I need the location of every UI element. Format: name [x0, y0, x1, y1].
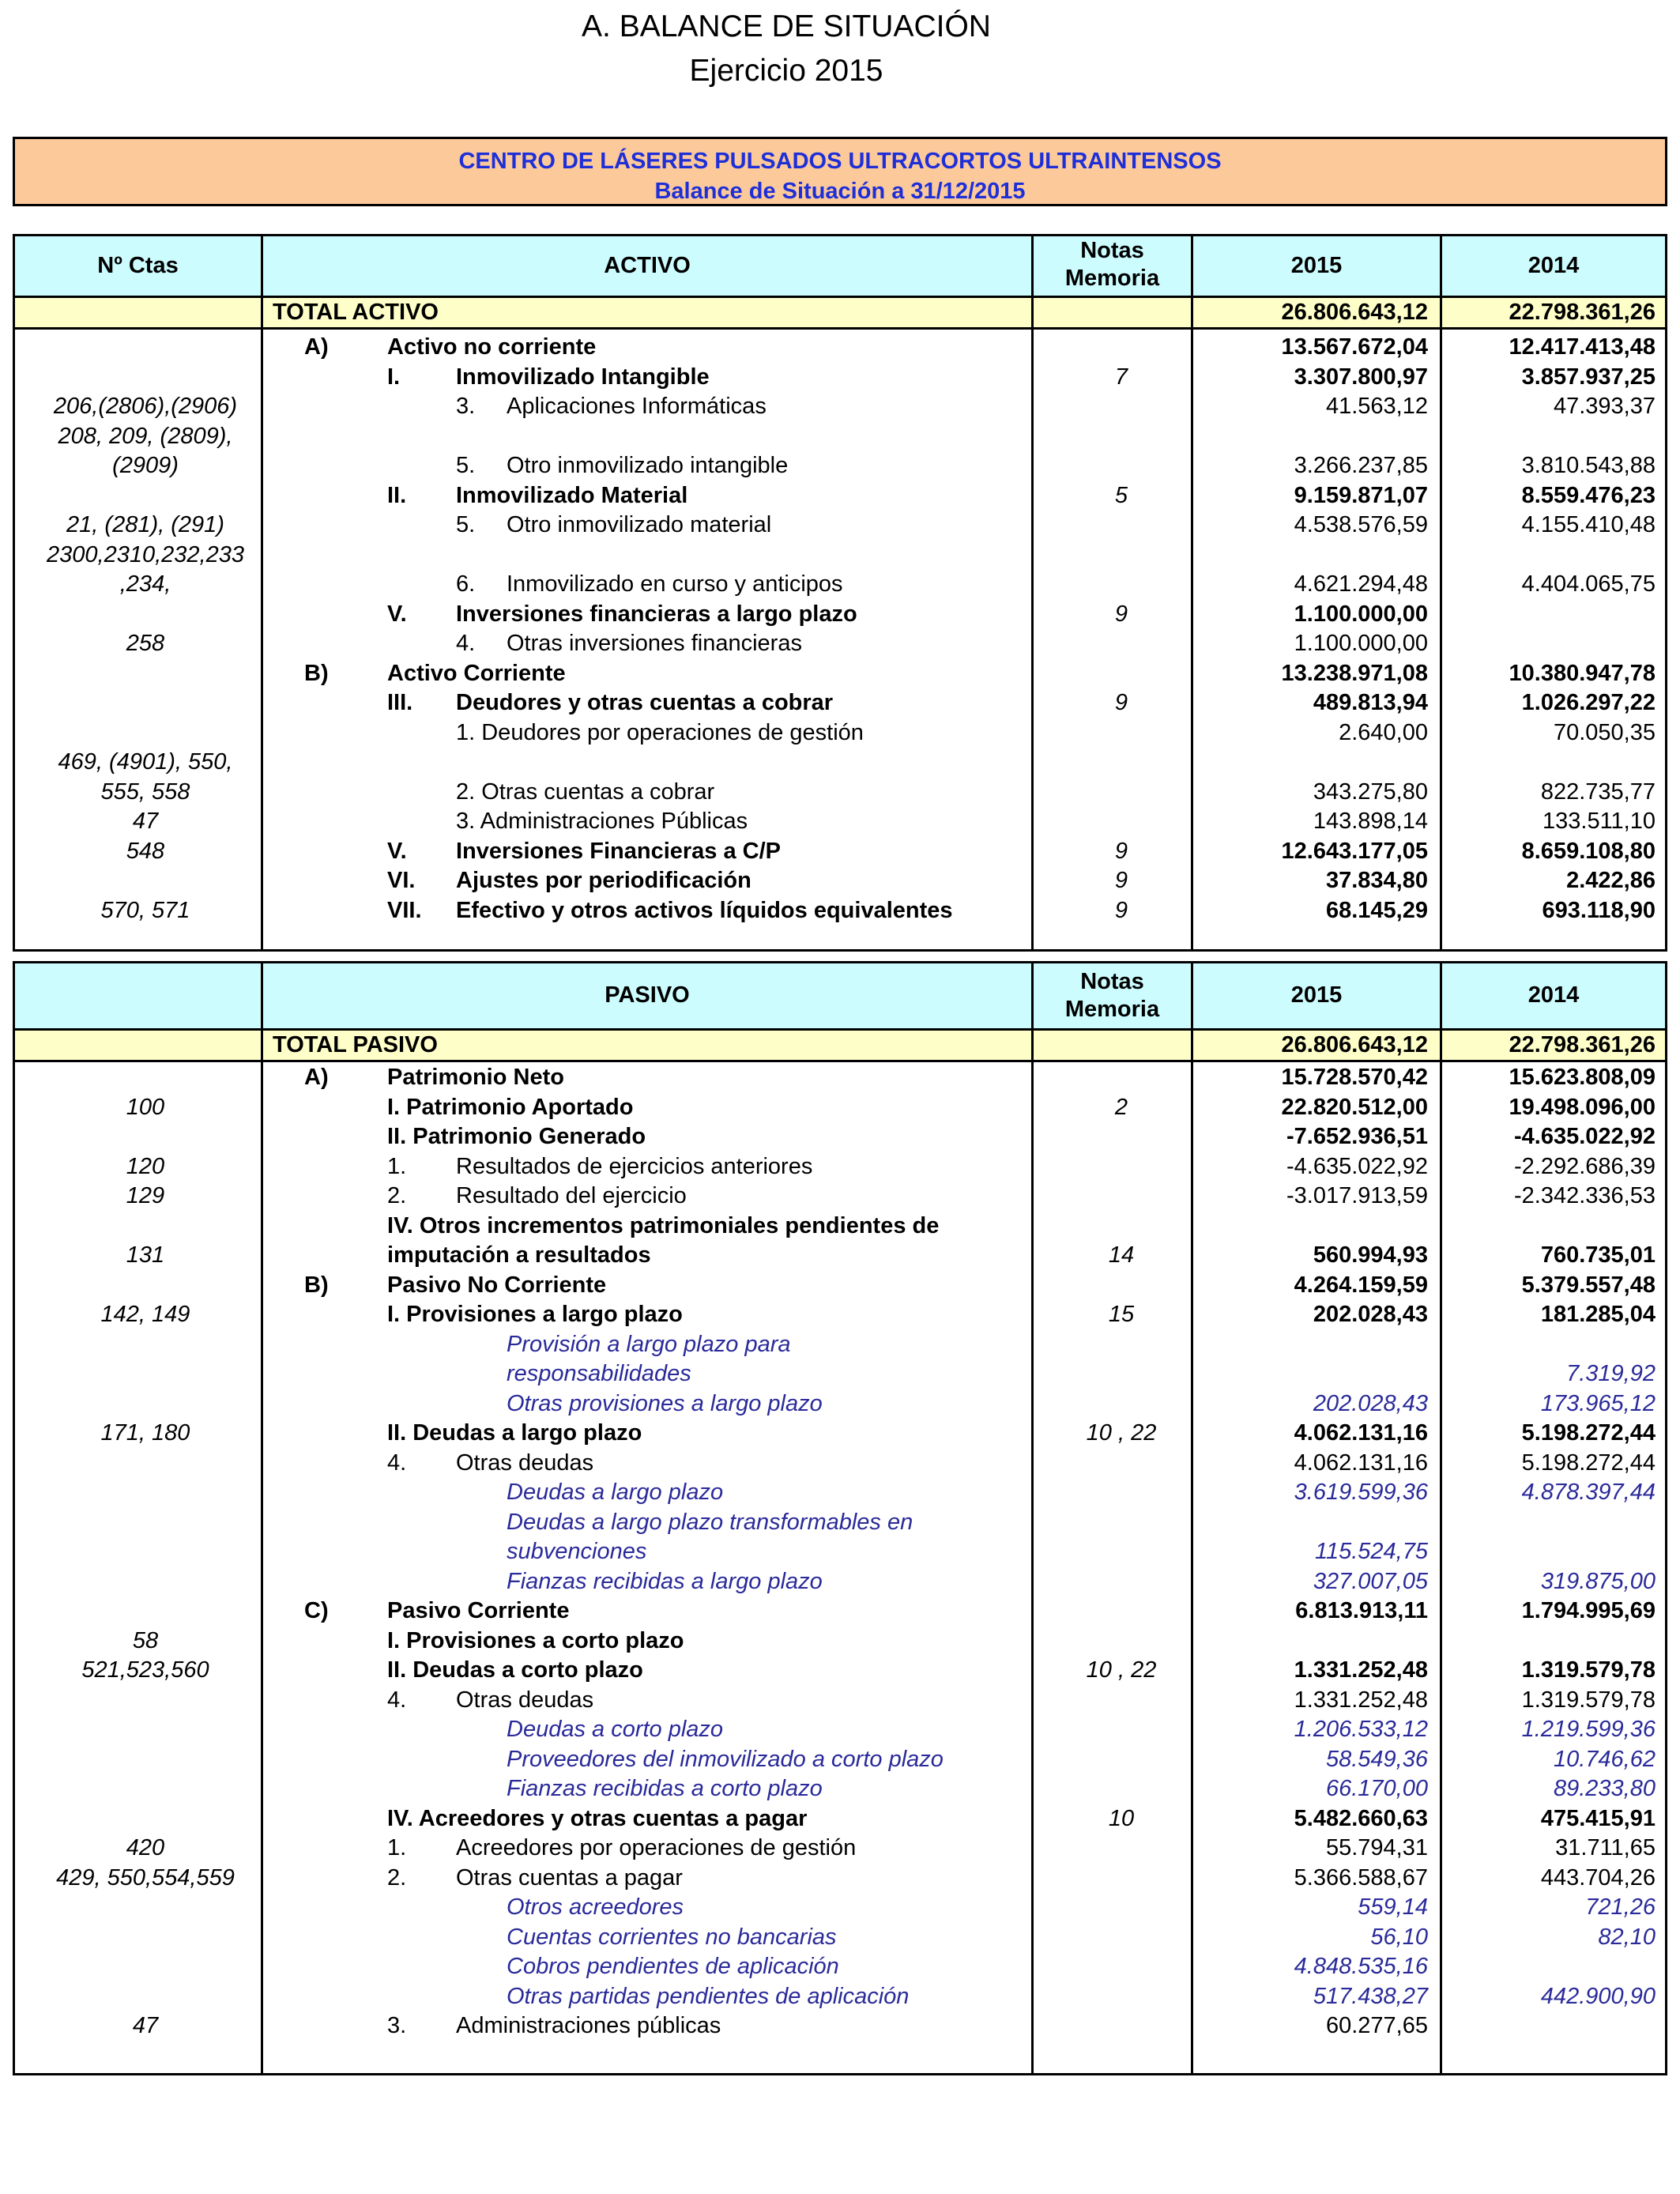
table-row: [15, 1212, 1665, 1242]
account-codes: ,234,: [119, 571, 171, 597]
table-row: [15, 1122, 1665, 1152]
item-label: Administraciones públicas: [456, 2013, 721, 2038]
value-2015: 4.062.131,16: [1294, 1420, 1428, 1446]
total-activo-row: [15, 298, 1665, 328]
memo-note: 5: [1114, 482, 1128, 508]
table-row: [15, 1627, 1665, 1657]
memo-note: 10: [1108, 1805, 1135, 1831]
value-2014: 319.875,00: [1540, 1568, 1656, 1594]
table-row: [15, 1923, 1665, 1953]
value-2015: 4.621.294,48: [1294, 571, 1428, 597]
value-2014: 10.380.947,78: [1509, 660, 1656, 686]
value-2014: -4.635.022,92: [1514, 1124, 1656, 1149]
item-number: 3.: [456, 394, 476, 419]
document-subtitle: Ejercicio 2015: [689, 54, 883, 88]
activo-table: [13, 234, 1667, 952]
item-number: 5.: [456, 453, 476, 478]
item-number: C): [304, 1598, 329, 1623]
value-2015: 1.331.252,48: [1294, 1657, 1428, 1683]
item-label: Otras deudas: [456, 1687, 594, 1713]
item-label: Deudas a corto plazo: [507, 1717, 724, 1742]
account-codes: 420: [126, 1835, 165, 1860]
item-label: Patrimonio Neto: [387, 1065, 564, 1090]
value-2015: 9.159.871,07: [1294, 482, 1428, 508]
item-number: 4.: [387, 1449, 407, 1476]
value-2015: 1.100.000,00: [1294, 601, 1428, 627]
item-label: Deudas a largo plazo transformables en: [507, 1509, 913, 1535]
value-2014: 1.319.579,78: [1521, 1687, 1656, 1713]
value-2015: 6.813.913,11: [1295, 1598, 1428, 1623]
value-2014: 3.810.543,88: [1521, 453, 1656, 478]
table-row: [15, 1952, 1665, 1982]
value-2015: 3.266.237,85: [1294, 453, 1428, 478]
item-number: VI.: [387, 868, 416, 893]
item-number: 4.: [456, 631, 476, 656]
account-codes: 120: [126, 1153, 165, 1179]
col-header-2014: 2014: [1527, 982, 1580, 1008]
item-label: Resultados de ejercicios anteriores: [456, 1153, 813, 1179]
table-row: [15, 688, 1665, 718]
table-row: [15, 1359, 1665, 1389]
value-2015: 66.170,00: [1325, 1776, 1428, 1801]
account-codes: 142, 149: [100, 1302, 190, 1327]
col-header-2015: 2015: [1290, 982, 1343, 1008]
account-codes: 131: [126, 1242, 165, 1268]
account-codes: 548: [126, 838, 165, 864]
item-label: Inversiones Financieras a C/P: [456, 838, 782, 864]
table-row: [15, 333, 1665, 363]
item-number: II.: [387, 482, 407, 508]
account-codes: 100: [126, 1094, 165, 1120]
item-number: 2.: [387, 1864, 407, 1891]
table-row: [15, 837, 1665, 867]
entity-name: CENTRO DE LÁSERES PULSADOS ULTRACORTOS ULTRAINTENSOS: [458, 149, 1222, 174]
table-row: [15, 1271, 1665, 1301]
table-row: [15, 1419, 1665, 1449]
value-2015: 56,10: [1370, 1924, 1428, 1950]
table-row: [15, 1774, 1665, 1804]
table-row: [15, 1152, 1665, 1182]
value-2015: 343.275,80: [1313, 778, 1428, 805]
item-label: IV. Otros incrementos patrimoniales pendientes de: [387, 1212, 940, 1238]
item-label: Acreedores por operaciones de gestión: [456, 1835, 857, 1860]
table-row: [15, 718, 1665, 748]
account-codes: 129: [126, 1183, 165, 1208]
value-2015: 4.538.576,59: [1294, 512, 1428, 537]
item-label: 3. Administraciones Públicas: [456, 809, 748, 834]
item-label: Inmovilizado en curso y anticipos: [507, 571, 843, 597]
table-row: [15, 1330, 1665, 1360]
table-row: [15, 1182, 1665, 1212]
account-codes: 2300,2310,232,233: [47, 541, 244, 567]
memo-note: 15: [1108, 1302, 1135, 1327]
col-header-accounts: Nº Ctas: [97, 253, 179, 278]
value-2014: 1.026.297,22: [1521, 690, 1656, 715]
total-pasivo-label: TOTAL PASIVO: [273, 1032, 438, 1057]
value-2014: 5.198.272,44: [1521, 1449, 1656, 1476]
item-label: 1. Deudores por operaciones de gestión: [456, 719, 864, 745]
value-2015: 559,14: [1358, 1894, 1428, 1920]
value-2015: 37.834,80: [1325, 868, 1428, 893]
value-2014: 760.735,01: [1540, 1242, 1656, 1268]
table-row: [15, 748, 1665, 778]
value-2015: 4.264.159,59: [1294, 1272, 1428, 1298]
account-codes: 258: [126, 631, 165, 656]
item-label: Deudores y otras cuentas a cobrar: [456, 690, 834, 715]
col-header-notes-1: Notas: [1080, 969, 1144, 994]
item-label: Provisión a largo plazo para: [507, 1331, 791, 1357]
memo-note: 10 , 22: [1086, 1420, 1157, 1446]
memo-note: 2: [1114, 1094, 1128, 1120]
col-header-notes-2: Memoria: [1064, 997, 1160, 1022]
memo-note: 9: [1114, 838, 1128, 864]
table-row: [15, 807, 1665, 837]
col-header-notes-1: Notas: [1080, 238, 1144, 263]
item-number: 5.: [456, 512, 476, 537]
value-2014: 173.965,12: [1540, 1390, 1656, 1416]
value-2014: 89.233,80: [1553, 1776, 1656, 1801]
value-2014: 12.417.413,48: [1509, 334, 1656, 360]
item-label: Pasivo No Corriente: [387, 1272, 607, 1298]
value-2015: -3.017.913,59: [1286, 1183, 1428, 1208]
value-2015: 12.643.177,05: [1281, 838, 1428, 864]
memo-note: 9: [1114, 690, 1128, 715]
value-2015: 327.007,05: [1313, 1568, 1428, 1594]
value-2015: 3.619.599,36: [1294, 1480, 1428, 1505]
account-codes: 206,(2806),(2906): [53, 394, 238, 419]
value-2015: 143.898,14: [1313, 809, 1428, 834]
table-row: [15, 1893, 1665, 1923]
item-label: I. Patrimonio Aportado: [387, 1094, 634, 1120]
account-codes: 570, 571: [100, 897, 190, 923]
value-2014: 47.393,37: [1553, 394, 1656, 419]
item-number: I.: [387, 364, 401, 390]
table-row: [15, 896, 1665, 926]
account-codes: 58: [132, 1627, 159, 1653]
col-header-2014: 2014: [1527, 253, 1580, 278]
table-row: [15, 392, 1665, 422]
value-2014: 181.285,04: [1540, 1302, 1656, 1327]
memo-note: 14: [1108, 1242, 1135, 1268]
table-row: [15, 1567, 1665, 1597]
table-row: [15, 1745, 1665, 1775]
value-2014: 31.711,65: [1555, 1835, 1656, 1860]
col-header-2015: 2015: [1290, 253, 1343, 278]
value-2015: 489.813,94: [1313, 690, 1428, 715]
item-label: Otro inmovilizado intangible: [507, 453, 789, 478]
value-2015: 2.640,00: [1339, 719, 1428, 745]
item-label: Otras inversiones financieras: [507, 631, 802, 656]
account-codes: 171, 180: [100, 1420, 190, 1446]
table-row: [15, 778, 1665, 808]
entity-header: [13, 137, 1667, 206]
table-row: [15, 2011, 1665, 2041]
account-codes: 208, 209, (2809),: [58, 423, 233, 449]
value-2015: 60.277,65: [1325, 2013, 1428, 2038]
value-2014: -2.292.686,39: [1514, 1153, 1656, 1179]
table-row: [15, 1478, 1665, 1508]
value-2014: 721,26: [1585, 1894, 1656, 1920]
item-number: 1.: [387, 1153, 407, 1179]
table-row: [15, 1715, 1665, 1745]
value-2015: 1.331.252,48: [1294, 1687, 1428, 1713]
table-row: [15, 1508, 1665, 1538]
value-2014: 1.219.599,36: [1521, 1717, 1656, 1742]
table-row: [15, 541, 1665, 571]
table-row: [15, 1389, 1665, 1419]
item-number: 4.: [387, 1687, 407, 1713]
value-2015: 4.848.535,16: [1294, 1954, 1428, 1979]
table-row: [15, 866, 1665, 896]
value-2014: 70.050,35: [1553, 719, 1656, 745]
value-2014: 15.623.808,09: [1509, 1065, 1656, 1090]
account-codes: 429, 550,554,559: [56, 1864, 235, 1891]
item-label: Resultado del ejercicio: [456, 1183, 687, 1208]
item-label: Fianzas recibidas a largo plazo: [507, 1568, 823, 1594]
value-2014: 443.704,26: [1540, 1864, 1656, 1891]
value-2015: 68.145,29: [1325, 897, 1428, 923]
total-activo-label: TOTAL ACTIVO: [273, 300, 439, 325]
table-row: [15, 1300, 1665, 1330]
value-2014: 8.659.108,80: [1521, 838, 1656, 864]
item-label: Otro inmovilizado material: [507, 512, 772, 537]
table-row: [15, 1596, 1665, 1627]
value-2014: 822.735,77: [1540, 778, 1656, 805]
table-row: [15, 1449, 1665, 1479]
value-2014: 1.319.579,78: [1521, 1657, 1656, 1683]
item-label: imputación a resultados: [387, 1242, 651, 1268]
value-2014: 693.118,90: [1542, 897, 1656, 923]
item-label: Deudas a largo plazo: [507, 1480, 724, 1505]
account-codes: 47: [132, 809, 159, 834]
item-label: Activo no corriente: [387, 334, 597, 360]
account-codes: (2909): [112, 453, 179, 478]
value-2014: 5.198.272,44: [1521, 1420, 1656, 1446]
balance-date: Balance de Situación a 31/12/2015: [654, 179, 1026, 204]
value-2015: 41.563,12: [1325, 394, 1428, 419]
item-number: 1.: [387, 1835, 407, 1860]
item-label: 2. Otras cuentas a cobrar: [456, 778, 715, 805]
account-codes: 21, (281), (291): [66, 512, 224, 537]
item-label: Efectivo y otros activos líquidos equivalentes: [456, 897, 953, 923]
value-2014: 4.155.410,48: [1521, 512, 1656, 537]
pasivo-table: [13, 961, 1667, 2075]
item-label: I. Provisiones a corto plazo: [387, 1627, 684, 1653]
item-label: II. Patrimonio Generado: [387, 1124, 646, 1149]
value-2014: 82,10: [1598, 1924, 1656, 1950]
col-header-notes-2: Memoria: [1064, 266, 1160, 291]
value-2015: 3.307.800,97: [1294, 364, 1428, 390]
value-2014: -2.342.336,53: [1514, 1183, 1656, 1208]
memo-note: 9: [1114, 868, 1128, 893]
item-number: VII.: [387, 897, 422, 923]
value-2015: 55.794,31: [1325, 1835, 1428, 1860]
item-label: Pasivo Corriente: [387, 1598, 570, 1623]
table-row: [15, 1241, 1665, 1271]
table-row: [15, 481, 1665, 511]
memo-note: 9: [1114, 897, 1128, 923]
value-2015: -4.635.022,92: [1286, 1153, 1428, 1179]
table-row: [15, 570, 1665, 600]
item-number: A): [304, 334, 329, 360]
item-label: Cuentas corrientes no bancarias: [507, 1924, 837, 1950]
item-number: B): [304, 1272, 329, 1298]
table-row: [15, 629, 1665, 659]
value-2014: 7.319,92: [1566, 1361, 1656, 1386]
item-label: Inmovilizado Intangible: [456, 364, 710, 390]
value-2015: -7.652.936,51: [1286, 1124, 1428, 1149]
table-row: [15, 363, 1665, 393]
table-row: [15, 422, 1665, 452]
item-number: 6.: [456, 571, 476, 597]
item-label: Fianzas recibidas a corto plazo: [507, 1776, 823, 1801]
item-label: Otras deudas: [456, 1449, 594, 1476]
total-pasivo-2015: 26.806.643,12: [1281, 1032, 1428, 1057]
item-label: Ajustes por periodificación: [456, 868, 751, 893]
item-number: 2.: [387, 1183, 407, 1208]
total-pasivo-row: [15, 1031, 1665, 1061]
value-2015: 1.100.000,00: [1294, 631, 1428, 656]
document-title: A. BALANCE DE SITUACIÓN: [582, 9, 991, 43]
table-row: [15, 1656, 1665, 1686]
col-header-pasivo: PASIVO: [605, 982, 690, 1008]
memo-note: 9: [1114, 601, 1128, 627]
value-2014: 5.379.557,48: [1521, 1272, 1656, 1298]
value-2015: 5.366.588,67: [1294, 1864, 1428, 1891]
item-number: 3.: [387, 2013, 407, 2038]
value-2015: 22.820.512,00: [1281, 1094, 1428, 1120]
value-2015: 58.549,36: [1325, 1746, 1428, 1772]
table-row: [15, 659, 1665, 689]
total-activo-2014: 22.798.361,26: [1509, 300, 1656, 325]
value-2015: 202.028,43: [1313, 1390, 1428, 1416]
value-2015: 560.994,93: [1313, 1242, 1428, 1268]
item-label: Cobros pendientes de aplicación: [507, 1954, 839, 1979]
item-label: Inversiones financieras a largo plazo: [456, 601, 857, 627]
value-2014: 442.900,90: [1540, 1983, 1656, 2009]
col-header-activo: ACTIVO: [604, 253, 691, 278]
item-label: I. Provisiones a largo plazo: [387, 1302, 683, 1327]
value-2014: 4.404.065,75: [1521, 571, 1656, 597]
value-2015: 517.438,27: [1313, 1983, 1428, 2009]
item-number: B): [304, 660, 329, 686]
table-row: [15, 1804, 1665, 1834]
memo-note: 7: [1114, 364, 1128, 390]
item-number: V.: [387, 838, 407, 864]
item-label: II. Deudas a largo plazo: [387, 1420, 642, 1446]
value-2014: 3.857.937,25: [1521, 364, 1656, 390]
total-activo-2015: 26.806.643,12: [1281, 300, 1428, 325]
item-label: IV. Acreedores y otras cuentas a pagar: [387, 1805, 808, 1831]
account-codes: 521,523,560: [81, 1657, 209, 1683]
table-row: [15, 1982, 1665, 2012]
value-2015: 15.728.570,42: [1281, 1065, 1428, 1090]
account-codes: 555, 558: [100, 778, 190, 805]
table-row: [15, 1537, 1665, 1567]
table-row: [15, 1864, 1665, 1894]
value-2015: 115.524,75: [1315, 1539, 1428, 1564]
value-2015: 202.028,43: [1313, 1302, 1428, 1327]
item-label: Proveedores del inmovilizado a corto plazo: [507, 1746, 944, 1772]
item-number: A): [304, 1065, 329, 1090]
account-codes: 47: [132, 2013, 159, 2038]
item-label: II. Deudas a corto plazo: [387, 1657, 643, 1683]
table-row: [15, 1686, 1665, 1716]
item-number: V.: [387, 601, 407, 627]
value-2014: 133.511,10: [1543, 809, 1656, 834]
value-2015: 13.238.971,08: [1281, 660, 1428, 686]
value-2015: 4.062.131,16: [1294, 1449, 1428, 1476]
memo-note: 10 , 22: [1086, 1657, 1157, 1683]
table-row: [15, 1834, 1665, 1864]
table-row: [15, 600, 1665, 630]
table-row: [15, 1093, 1665, 1123]
table-row: [15, 511, 1665, 541]
total-pasivo-2014: 22.798.361,26: [1509, 1032, 1656, 1057]
value-2014: 10.746,62: [1553, 1746, 1656, 1772]
value-2014: 8.559.476,23: [1521, 482, 1656, 508]
item-label: Aplicaciones Informáticas: [507, 394, 767, 419]
table-row: [15, 1063, 1665, 1093]
value-2014: 19.498.096,00: [1509, 1094, 1656, 1120]
item-label: Otras cuentas a pagar: [456, 1864, 683, 1891]
value-2014: 1.794.995,69: [1521, 1598, 1656, 1623]
account-codes: 469, (4901), 550,: [58, 749, 233, 775]
value-2015: 1.206.533,12: [1294, 1717, 1428, 1742]
item-label: Otras partidas pendientes de aplicación: [507, 1983, 910, 2009]
value-2014: 2.422,86: [1566, 868, 1656, 893]
table-row: [15, 451, 1665, 481]
item-label: Inmovilizado Material: [456, 482, 688, 508]
value-2015: 13.567.672,04: [1281, 334, 1428, 360]
value-2015: 5.482.660,63: [1294, 1805, 1428, 1831]
item-number: III.: [387, 690, 413, 715]
item-label: Activo Corriente: [387, 660, 566, 686]
value-2014: 4.878.397,44: [1521, 1480, 1656, 1505]
item-label: Otros acreedores: [507, 1894, 684, 1920]
value-2014: 475.415,91: [1540, 1805, 1656, 1831]
item-label: subvenciones: [507, 1539, 647, 1564]
item-label: Otras provisiones a largo plazo: [507, 1390, 823, 1416]
item-label: responsabilidades: [507, 1361, 691, 1386]
